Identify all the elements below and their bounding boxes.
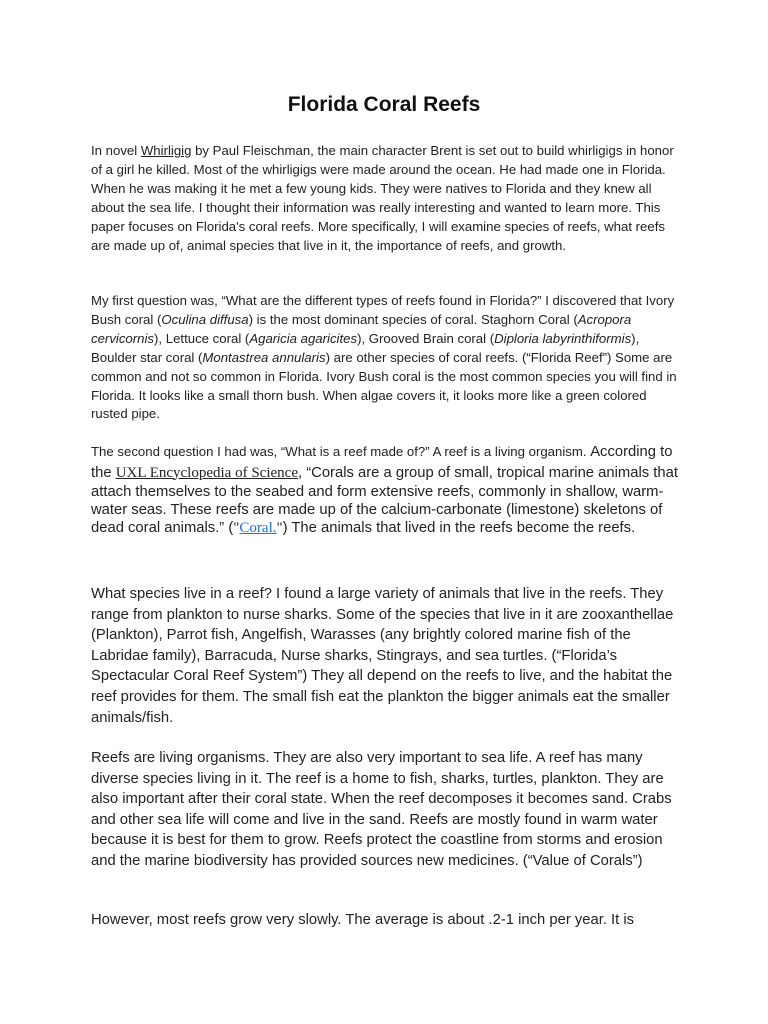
reef-types-paragraph <box>91 292 683 424</box>
reef-growth-paragraph: However, most reefs grow very slowly. The average is about .2-1 inch per year. It is <box>91 912 635 928</box>
text-run: ) The animals that lived in the reefs become the reefs. <box>282 520 636 537</box>
text-run: ) are other species of coral reefs. (“Florida Reef”) Some are common and not so common in Florida. Ivory Bush coral is the most common species you will find in Florida. It looks like a small thorn bush. When algae covers it, it looks more like a green colored rusted pipe. <box>91 349 677 422</box>
species-name: Agaricia agaricites <box>249 330 358 346</box>
species-name: Oculina diffusa <box>161 311 249 327</box>
species-name: Montastrea annularis <box>202 349 326 365</box>
quote-mark: " <box>276 520 283 537</box>
text-run: ), Lettuce coral ( <box>154 330 250 346</box>
intro-text-start: In novel <box>91 143 141 158</box>
text-run: My first question was, “What are the different types of reefs found in Florida?” I discovered that Ivory Bush coral ( <box>91 293 675 327</box>
intro-text-rest: by Paul Fleischman, the main character Brent is set out to build whirligigs in honor of a girl he killed. Most of the whirligigs were made around the ocean. He had made one in Florida. When he was making it he met a few young kids. They were natives to Florida and they knew all about the sea life. I thought their information was really interesting and wanted to learn more. This paper focuses on Florida's coral reefs. More specifically, I will examine species of reefs, what reefs are made up of, animal species that live in it, the importance of reefs, and growth. <box>91 143 674 253</box>
text-run: The second question I had was, “What is a reef made of?” A reef is a living organism. <box>91 444 591 459</box>
text-run: According to the <box>91 444 673 481</box>
species-name: Acropora cervicornis <box>91 311 632 346</box>
intro-paragraph <box>91 142 683 255</box>
source-title: UXL Encyclopedia of Science <box>115 464 298 481</box>
text-run: ), Boulder star coral ( <box>91 330 640 365</box>
reef-composition-paragraph <box>91 442 683 537</box>
quote-mark: " <box>233 520 240 537</box>
document-title: Florida Coral Reefs <box>287 93 481 116</box>
text-run: ), Grooved Brain coral ( <box>357 330 495 346</box>
coral-citation-link[interactable]: Coral. <box>239 520 277 537</box>
book-title: Whirligig <box>140 143 192 158</box>
text-run: ) is the most dominant species of coral. Staghorn Coral ( <box>248 311 578 327</box>
text-run: , “Corals are a group of small, tropical marine animals that attach themselves to the seabed and form extensive reefs, commonly in shallow, warm-water seas. These reefs are made up of the calcium-carbonate (limestone) skeletons of dead coral animals.” ( <box>91 464 678 537</box>
reef-species-paragraph: What species live in a reef? I found a large variety of animals that live in the reefs. They range from plankton to nurse sharks. Some of the species that live in it are zooxanthellae (Plankton), Parrot fish, Angelfish, Warasses (any brightly colored marine fish of the Labridae family), Barracuda, Nurse sharks, Stingrays, and sea turtles. (“Florida’s Spectacular Coral Reef System”) They all depend on the reefs to live, and the habitat the reef provides for them. The small fish eat the plankton the bigger animals eat the smaller animals/fish. <box>91 586 674 726</box>
species-name: Diploria labyrinthiformis <box>494 330 632 346</box>
reef-importance-paragraph: Reefs are living organisms. They are also very important to sea life. A reef has many diverse species living in it. The reef is a home to fish, sharks, turtles, plankton. They are also important after their coral state. When the reef decomposes it becomes sand. Crabs and other sea life will come and live in the sand. Reefs are mostly found in warm water because it is best for them to grow. Reefs protect the coastline from storms and erosion and the marine biodiversity has provided sources new medicines. (“Value of Corals”) <box>91 750 672 869</box>
